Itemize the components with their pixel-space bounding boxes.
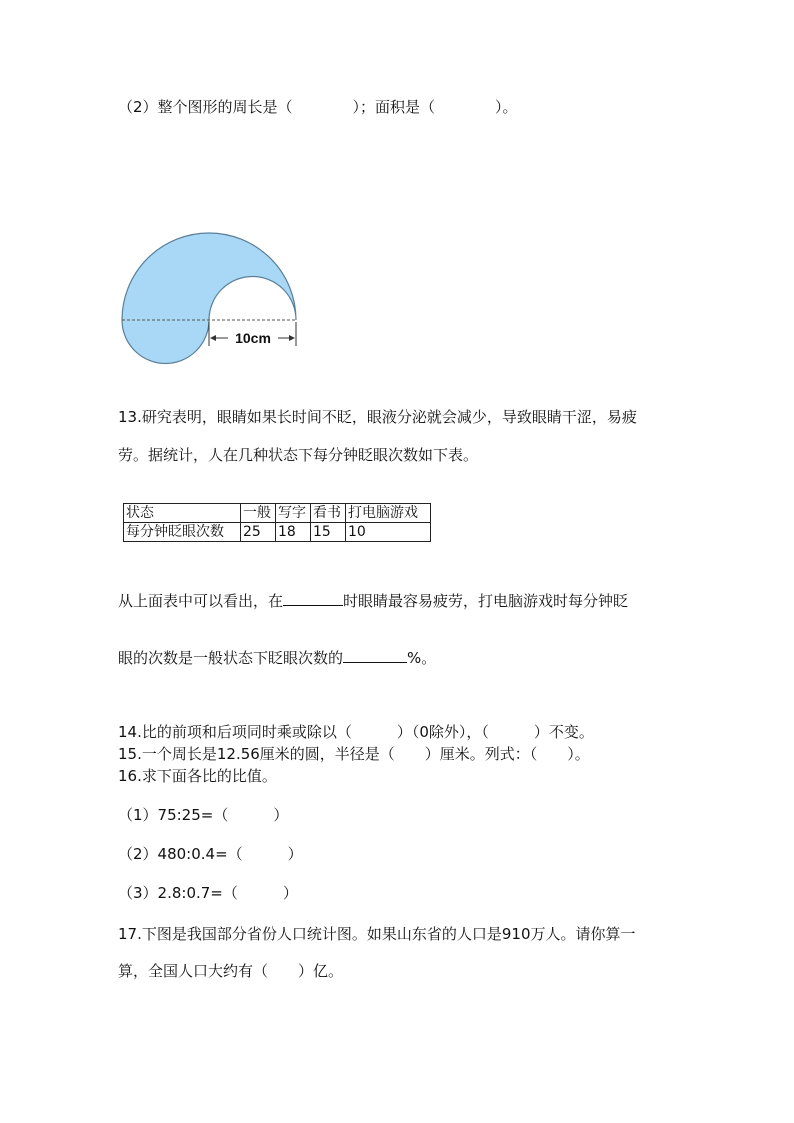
q16-item-2: （2）480:0.4=（ ） [118, 845, 303, 863]
q13-answer-line1 [118, 591, 628, 611]
table-cell: 每分钟眨眼次数 [124, 523, 241, 542]
table-cell: 打电脑游戏 [346, 504, 431, 523]
table-row-values [124, 523, 431, 542]
q16-item-1: （1）75:25=（ ） [118, 806, 289, 824]
table-cell: 25 [241, 523, 276, 542]
arrowhead-left-icon [210, 335, 216, 341]
table-cell: 18 [276, 523, 311, 542]
table-cell: 看书 [311, 504, 346, 523]
q16-title: 16.求下面各比的比值。 [118, 767, 277, 785]
answer-text: 从上面表中可以看出，在 [118, 592, 284, 610]
table-cell: 15 [311, 523, 346, 542]
q13-line2: 劳。据统计，人在几种状态下每分钟眨眼次数如下表。 [118, 446, 479, 464]
q17-line2: 算，全国人口大约有（ ）亿。 [118, 962, 344, 980]
answer-blank[interactable] [343, 648, 407, 663]
table-cell: 写字 [276, 504, 311, 523]
answer-text: 时眼睛最容易疲劳，打电脑游戏时每分钟眨 [343, 592, 629, 610]
answer-text: %。 [407, 649, 437, 667]
q15-text: 15.一个周长是12.56厘米的圆，半径是（ ）厘米。列式：（ ）。 [118, 745, 590, 763]
table-cell: 状态 [124, 504, 241, 523]
dimension-label: 10cm [235, 330, 271, 346]
answer-text: 眼的次数是一般状态下眨眼次数的 [118, 649, 344, 667]
table-cell: 10 [346, 523, 431, 542]
q16-item-3: （3）2.8:0.7=（ ） [118, 884, 298, 902]
q14-text: 14.比的前项和后项同时乘或除以（ ）（0除外），（ ）不变。 [118, 723, 594, 741]
q13-answer-line2 [118, 648, 436, 668]
q17-line1: 17.下图是我国部分省份人口统计图。如果山东省的人口是910万人。请你算一 [118, 925, 636, 943]
arrowhead-right-icon [289, 335, 295, 341]
table-cell: 一般 [241, 504, 276, 523]
q12-sub2: （2）整个图形的周长是（ ）；面积是（ ）。 [118, 98, 518, 116]
table-row-header [124, 504, 431, 523]
q13-line1: 13.研究表明，眼睛如果长时间不眨，眼液分泌就会减少，导致眼睛干涩，易疲 [118, 408, 637, 426]
blink-table [123, 503, 431, 542]
semicircle-figure [120, 232, 305, 372]
answer-blank[interactable] [283, 591, 343, 606]
